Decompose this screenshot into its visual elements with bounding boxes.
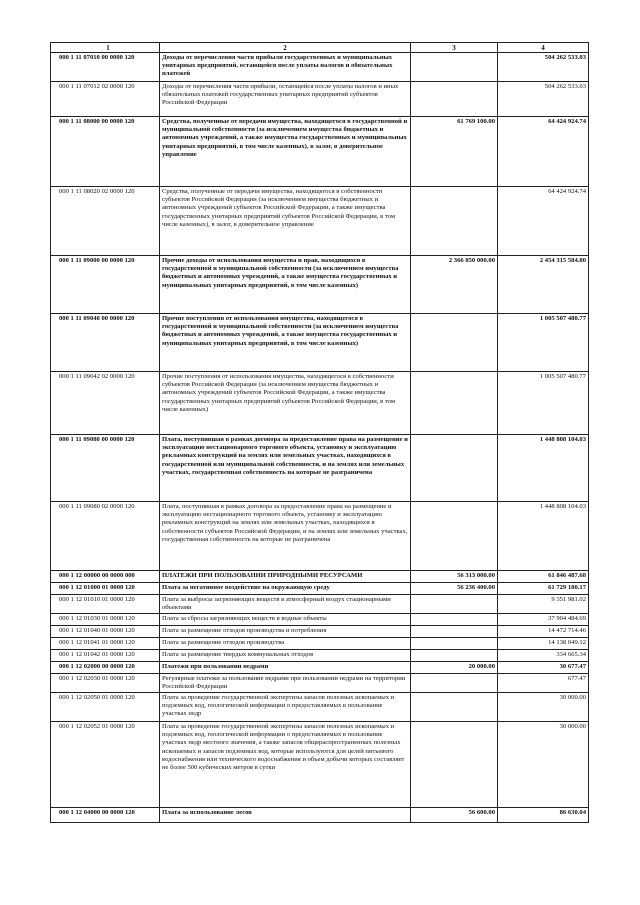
table-row: [51, 722, 589, 808]
column-header-2: 2: [160, 43, 411, 53]
row-name: Платежи при пользовании недрами: [160, 662, 411, 674]
row-code: 000 1 12 01042 01 0000 120: [51, 650, 160, 662]
row-code: 000 1 12 00000 00 0000 000: [51, 571, 160, 583]
row-name: Плата за выбросы загрязняющих веществ в атмосферный воздух стационарными объектами: [160, 595, 411, 614]
row-name: Плата за использование лесов: [160, 808, 411, 823]
row-value-3: [411, 614, 498, 626]
row-value-3: [411, 722, 498, 808]
row-name: ПЛАТЕЖИ ПРИ ПОЛЬЗОВАНИИ ПРИРОДНЫМИ РЕСУРСАМИ: [160, 571, 411, 583]
row-value-4: 504 262 533.03: [498, 53, 589, 82]
table-row: [51, 53, 589, 82]
row-value-3: 2 366 850 000.00: [411, 256, 498, 314]
row-value-3: [411, 314, 498, 372]
row-name: Плата за негативное воздействие на окружающую среду: [160, 583, 411, 595]
row-value-4: 14 138 049.12: [498, 638, 589, 650]
row-value-4: 61 729 180.17: [498, 583, 589, 595]
table-row: [51, 595, 589, 614]
row-name: Доходы от перечисления части прибыли государственных и муниципальных унитарных предприятий, остающейся после уплаты налогов и обязательных платежей: [160, 53, 411, 82]
revenue-table-page: [50, 42, 588, 823]
column-header-4: 4: [498, 43, 589, 53]
row-value-4: 2 454 315 584.80: [498, 256, 589, 314]
table-row: [51, 662, 589, 674]
row-value-3: 56 236 400.00: [411, 583, 498, 595]
table-row: [51, 674, 589, 693]
row-name: Плата за размещение отходов производства и потребления: [160, 626, 411, 638]
row-name: Плата за сбросы загрязняющих веществ в водные объекты: [160, 614, 411, 626]
row-name: Доходы от перечисления части прибыли, остающейся после уплаты налогов и иных обязательных платежей государственных унитарных предприятий субъектов Российской Федерации: [160, 82, 411, 117]
row-name: Плата за проведение государственной экспертизы запасов полезных ископаемых и подземных вод, геологической информации о предоставляемых в пользование участках недр местного значения, а также запасов общераспространенных полезных ископаемых и запасов подземных вод, которые используются для целей питьевого водоснабжения или технического водоснабжения и объем добычи которых составляет не более 500 кубических метров в сутки: [160, 722, 411, 808]
row-value-4: 1 448 808 104.03: [498, 502, 589, 571]
row-name: Плата за размещение твердых коммунальных отходов: [160, 650, 411, 662]
row-value-4: 677.47: [498, 674, 589, 693]
table-row: [51, 435, 589, 502]
row-code: 000 1 11 08000 00 0000 120: [51, 117, 160, 187]
row-code: 000 1 12 01030 01 0000 120: [51, 614, 160, 626]
row-value-3: [411, 187, 498, 256]
row-value-3: [411, 435, 498, 502]
row-code: 000 1 12 01010 01 0000 120: [51, 595, 160, 614]
row-value-4: 334 665.34: [498, 650, 589, 662]
table-row: [51, 650, 589, 662]
row-value-4: 86 630.04: [498, 808, 589, 823]
row-code: 000 1 11 09042 02 0000 120: [51, 372, 160, 435]
table-row: [51, 808, 589, 823]
row-value-4: 64 424 924.74: [498, 187, 589, 256]
row-name: Плата за проведение государственной экспертизы запасов полезных ископаемых и подземных вод, геологической информации о предоставляемых в пользование участках недр: [160, 693, 411, 722]
row-name: Плата за размещение отходов производства: [160, 638, 411, 650]
row-name: Средства, полученные от передачи имущества, находящегося в государственной и муниципальной собственности (за исключением имущества бюджетных и автономных учреждений, а также имущества государственных и муниципальных унитарных предприятий, в том числе казенных), в залог, в доверительное управление: [160, 117, 411, 187]
row-code: 000 1 12 02052 01 0000 120: [51, 722, 160, 808]
row-value-4: 30 000.00: [498, 722, 589, 808]
row-name: Прочие поступления от использования имущества, находящегося в собственности субъектов Российской Федерации (за исключением имущества бюджетных и автономных учреждений субъектов Российской Федерации, а также имущества государственных унитарных предприятий субъектов Российской Федерации, в том числе казенных): [160, 372, 411, 435]
row-code: 000 1 11 09040 00 0000 120: [51, 314, 160, 372]
table-row: [51, 626, 589, 638]
row-code: 000 1 12 02000 00 0000 120: [51, 662, 160, 674]
row-name: Прочие доходы от использования имущества и прав, находящихся в государственной и муниципальной собственности (за исключением имущества бюджетных и автономных учреждений, а также имущества государственных и муниципальных унитарных предприятий, в том числе казенных): [160, 256, 411, 314]
row-value-3: [411, 674, 498, 693]
table-row: [51, 314, 589, 372]
table-row: [51, 693, 589, 722]
row-value-4: 30 677.47: [498, 662, 589, 674]
row-value-3: [411, 53, 498, 82]
row-value-3: [411, 650, 498, 662]
table-row: [51, 638, 589, 650]
row-name: Плата, поступившая в рамках договора за предоставление права на размещение и эксплуатацию нестационарного торгового объекта, установку и эксплуатацию рекламных конструкций на землях или земельных участках, находящихся в государственной или муниципальной собственности, и на землях или земельных участках, государственная собственность на которые не разграничена: [160, 435, 411, 502]
row-value-4: 14 472 714.46: [498, 626, 589, 638]
row-code: 000 1 11 07012 02 0000 120: [51, 82, 160, 117]
table-row: [51, 187, 589, 256]
row-value-3: 20 000.00: [411, 662, 498, 674]
row-value-4: 504 262 533.03: [498, 82, 589, 117]
row-value-3: [411, 372, 498, 435]
table-row: [51, 117, 589, 187]
row-code: 000 1 12 01041 01 0000 120: [51, 638, 160, 650]
row-code: 000 1 11 09080 00 0000 120: [51, 435, 160, 502]
row-value-3: [411, 82, 498, 117]
row-code: 000 1 11 07010 00 0000 120: [51, 53, 160, 82]
row-value-4: 61 846 487.68: [498, 571, 589, 583]
row-value-4: 37 904 484.69: [498, 614, 589, 626]
row-name: Средства, полученные от передачи имущества, находящегося в собственности субъектов Российской Федерации (за исключением имущества бюджетных и автономных учреждений субъектов Российской Федерации, а также имущества государственных унитарных предприятий субъектов Российской Федерации, в том числе казенных), в залог, в доверительное управление: [160, 187, 411, 256]
table-header-row: [51, 43, 589, 53]
row-value-4: 30 000.00: [498, 693, 589, 722]
row-value-4: 1 005 507 480.77: [498, 372, 589, 435]
row-code: 000 1 12 02050 01 0000 120: [51, 693, 160, 722]
row-code: 000 1 11 09080 02 0000 120: [51, 502, 160, 571]
table-row: [51, 82, 589, 117]
row-value-4: 9 351 981.02: [498, 595, 589, 614]
row-code: 000 1 11 08020 02 0000 120: [51, 187, 160, 256]
row-value-3: [411, 595, 498, 614]
table-row: [51, 502, 589, 571]
row-code: 000 1 12 01000 01 0000 120: [51, 583, 160, 595]
row-code: 000 1 12 01040 01 0000 120: [51, 626, 160, 638]
row-value-3: [411, 502, 498, 571]
column-header-1: 1: [51, 43, 160, 53]
row-name: Плата, поступившая в рамках договора за предоставление права на размещение и эксплуатацию нестационарного торгового объекта, установку и эксплуатацию рекламных конструкций на землях или земельных участках, находящихся в собственности субъектов Российской Федерации, и на землях или земельных участках, государственная собственность на которые не разграничена: [160, 502, 411, 571]
table-row: [51, 372, 589, 435]
row-code: 000 1 11 09000 00 0000 120: [51, 256, 160, 314]
row-value-3: [411, 693, 498, 722]
table-row: [51, 571, 589, 583]
table-row: [51, 614, 589, 626]
table-row: [51, 256, 589, 314]
row-value-4: 1 005 507 480.77: [498, 314, 589, 372]
row-value-4: 1 448 808 104.03: [498, 435, 589, 502]
row-name: Прочие поступления от использования имущества, находящегося в государственной и муниципальной собственности (за исключением имущества бюджетных и автономных учреждений, а также имущества государственных и муниципальных унитарных предприятий, в том числе казенных): [160, 314, 411, 372]
row-name: Регулярные платежи за пользование недрами при пользовании недрами на территории Российской Федерации: [160, 674, 411, 693]
revenue-table: [50, 42, 589, 823]
row-value-3: 56 313 000.00: [411, 571, 498, 583]
row-code: 000 1 12 02030 01 0000 120: [51, 674, 160, 693]
row-value-3: 56 600.00: [411, 808, 498, 823]
row-value-3: [411, 626, 498, 638]
column-header-3: 3: [411, 43, 498, 53]
row-code: 000 1 12 04000 00 0000 120: [51, 808, 160, 823]
row-value-3: [411, 638, 498, 650]
row-value-3: 61 769 100.00: [411, 117, 498, 187]
row-value-4: 64 424 924.74: [498, 117, 589, 187]
table-row: [51, 583, 589, 595]
